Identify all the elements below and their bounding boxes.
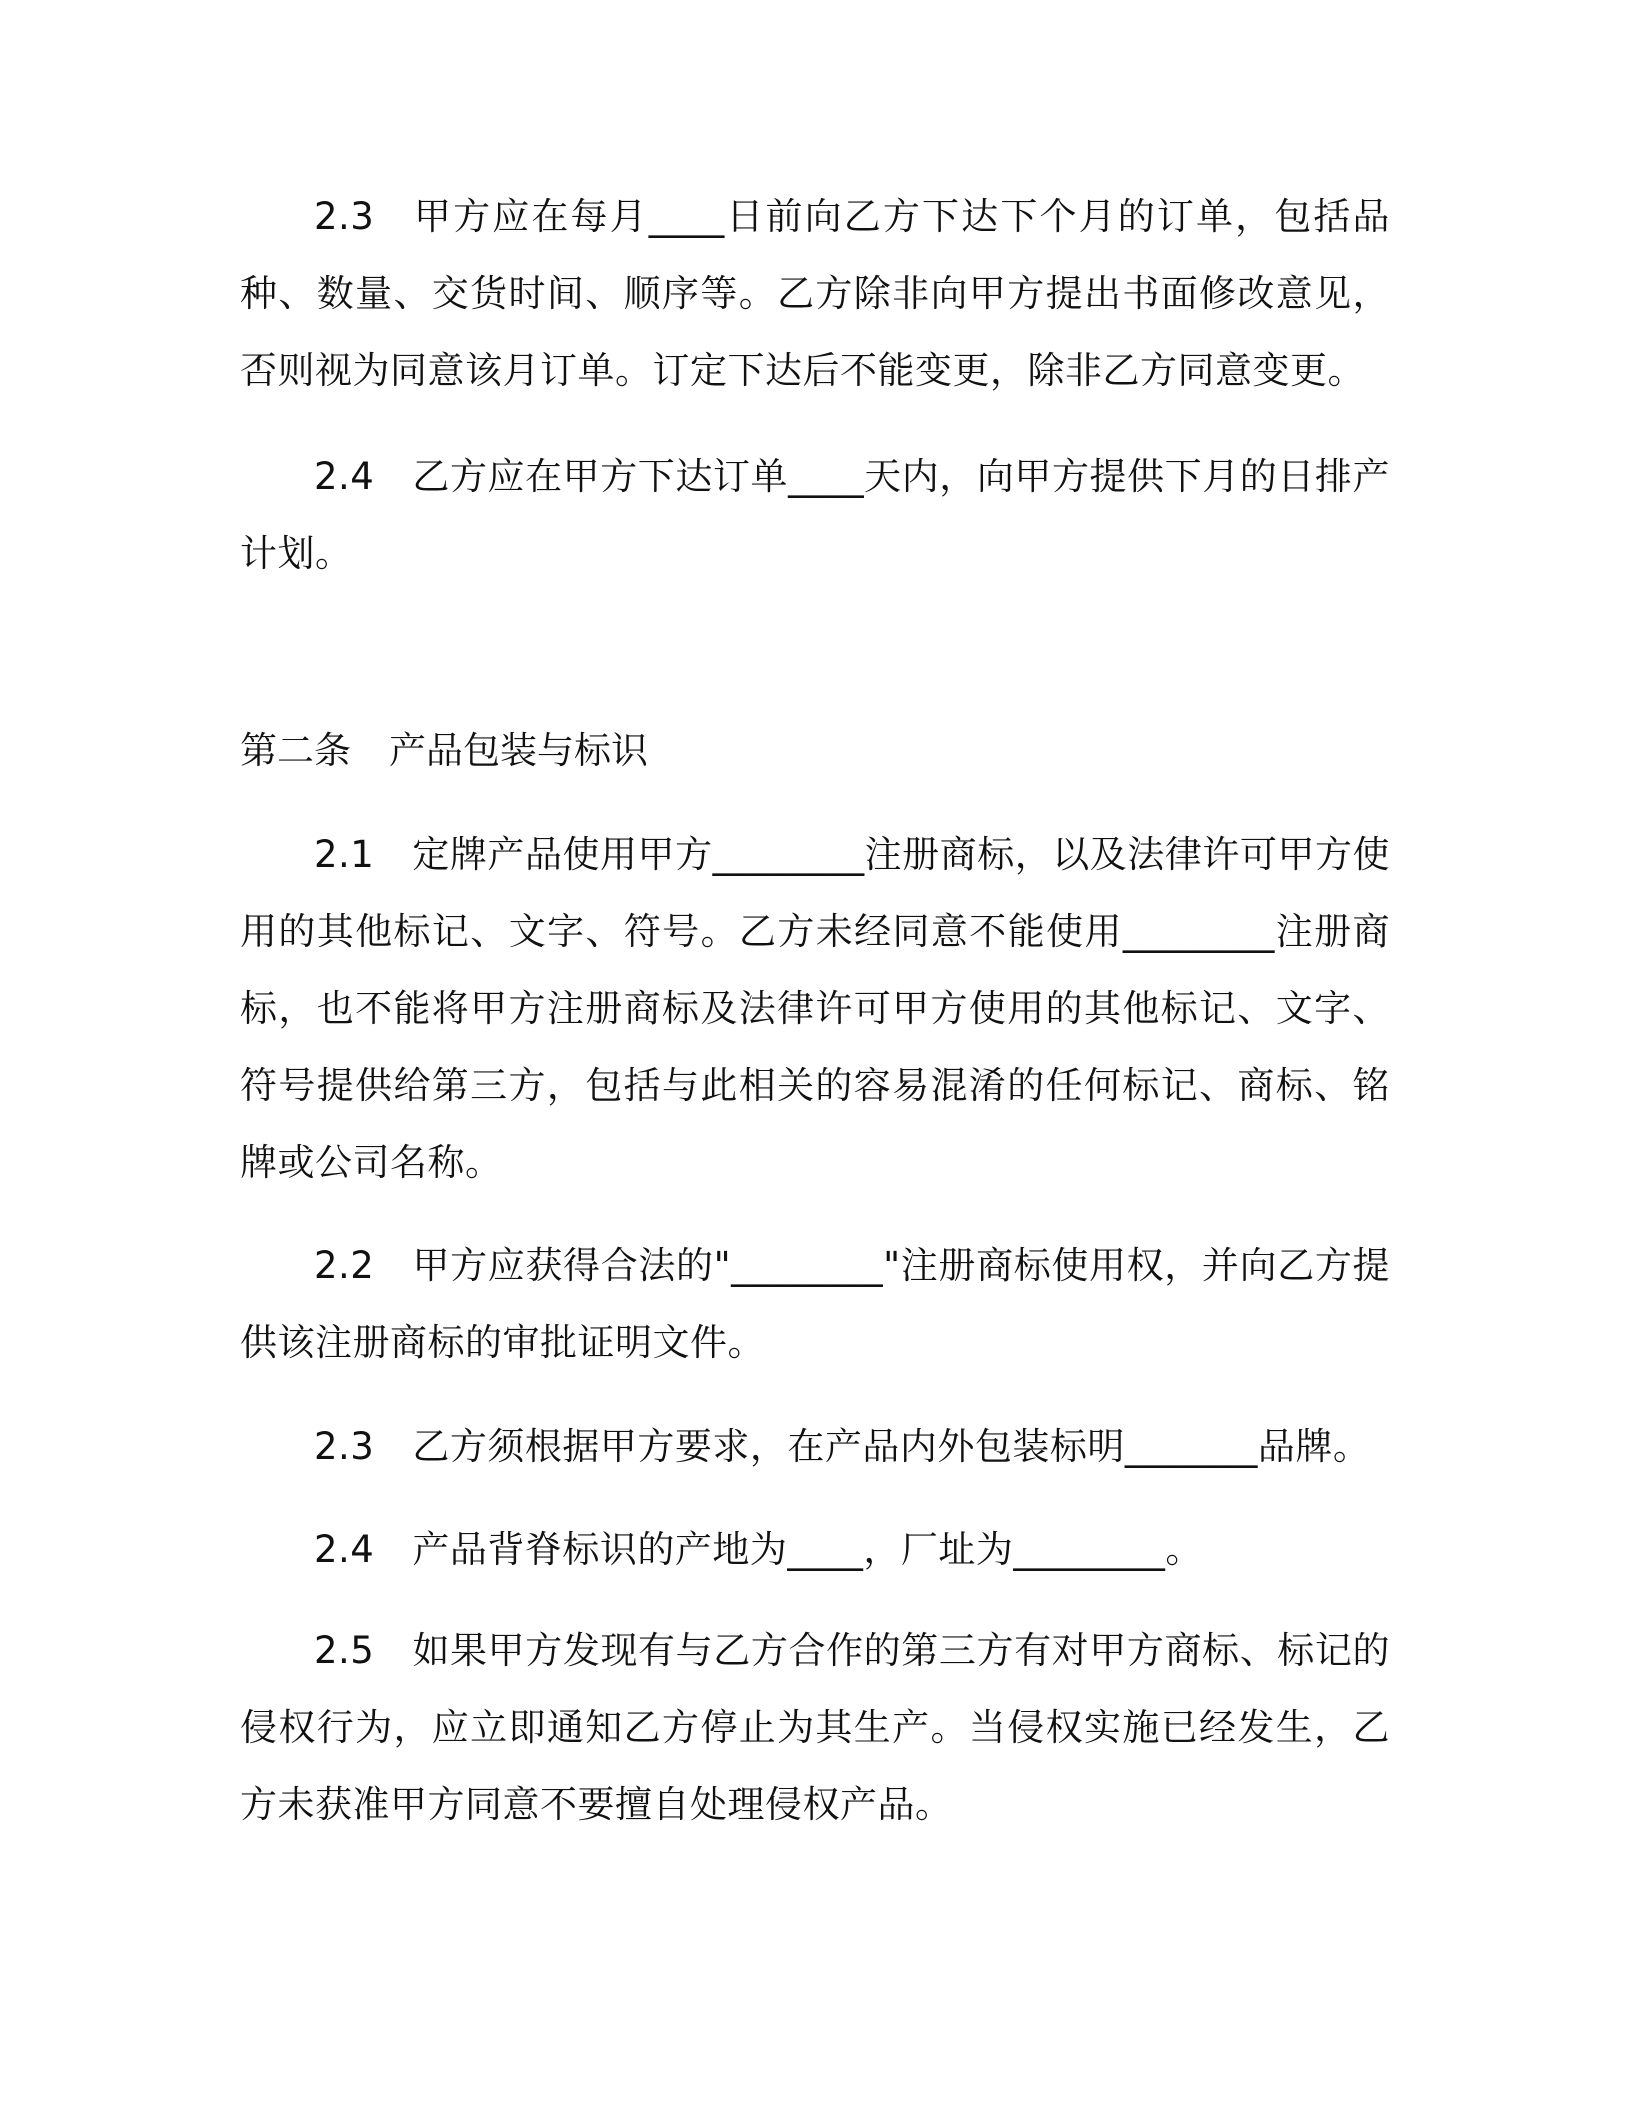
clause-2-4-schedule xyxy=(240,438,1390,592)
clause-text: 产品背脊标识的产地为____，厂址为________。 xyxy=(412,1528,1203,1571)
clause-number: 2.1 xyxy=(314,833,375,876)
clause-2-3-packaging xyxy=(240,1408,1390,1485)
clause-2-4-origin xyxy=(240,1511,1390,1588)
clause-number: 2.5 xyxy=(314,1629,375,1672)
clause-text: 甲方应在每月____日前向乙方下达下个月的订单，包括品种、数量、交货时间、顺序等。乙方除非向甲方提出书面修改意见，否则视为同意该月订单。订定下达后不能变更，除非乙方同意变更。 xyxy=(240,195,1390,392)
clause-2-3-orders xyxy=(240,178,1390,409)
article-title: 产品包装与标识 xyxy=(389,729,648,772)
clause-text: 如果甲方发现有与乙方合作的第三方有对甲方商标、标记的侵权行为，应立即通知乙方停止为其生产。当侵权实施已经发生，乙方未获准甲方同意不要擅自处理侵权产品。 xyxy=(240,1629,1390,1826)
clause-2-1-trademark xyxy=(240,816,1390,1201)
clause-number: 2.2 xyxy=(314,1244,375,1287)
article-heading xyxy=(240,712,1390,789)
clause-2-2-license xyxy=(240,1227,1390,1381)
clause-text: 甲方应获得合法的"________"注册商标使用权，并向乙方提供该注册商标的审批证明文件。 xyxy=(240,1244,1390,1364)
clause-text: 定牌产品使用甲方________注册商标，以及法律许可甲方使用的其他标记、文字、符号。乙方未经同意不能使用________注册商标，也不能将甲方注册商标及法律许可甲方使用的其他标记、文字、符号提供给第三方，包括与此相关的容易混淆的任何标记、商标、铭牌或公司名称。 xyxy=(240,833,1390,1184)
clause-number: 2.3 xyxy=(314,1425,375,1468)
clause-number: 2.4 xyxy=(314,455,375,498)
clause-number: 2.3 xyxy=(314,195,375,238)
clause-text: 乙方须根据甲方要求，在产品内外包装标明_______品牌。 xyxy=(412,1425,1371,1468)
clause-number: 2.4 xyxy=(314,1528,375,1571)
clause-text: 乙方应在甲方下达订单____天内，向甲方提供下月的日排产计划。 xyxy=(240,455,1390,575)
article-label: 第二条 xyxy=(240,729,351,772)
clause-2-5-infringement xyxy=(240,1612,1390,1843)
